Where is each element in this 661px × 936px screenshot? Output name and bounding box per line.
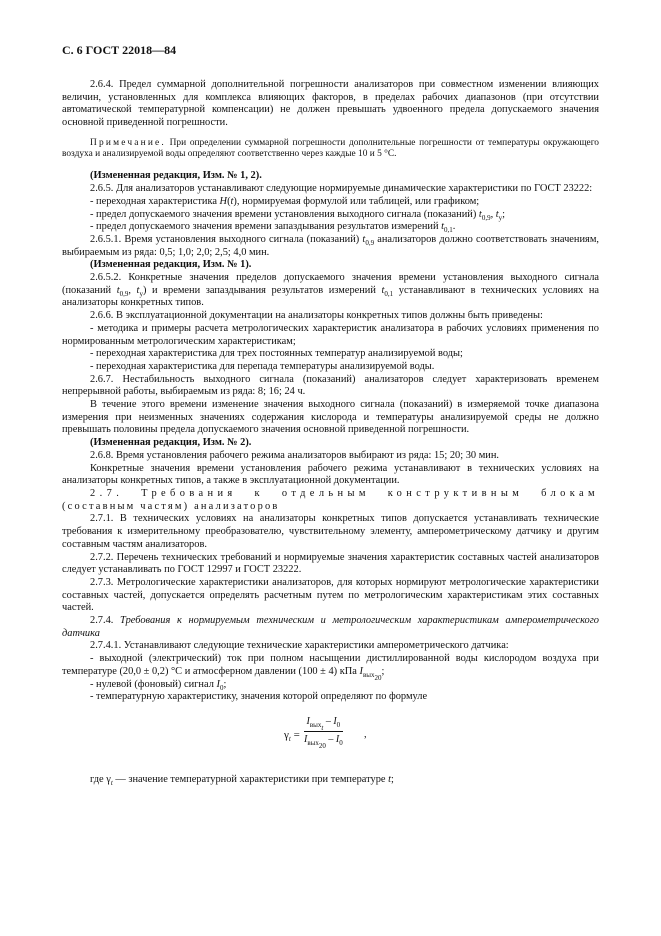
list-item: - температурную характеристику, значения которой определяют по формуле — [90, 691, 428, 703]
edition-note: (Измененная редакция, Изм. № 1, 2). — [90, 170, 262, 182]
formula-lhs: $\gamma_t$ = — [284, 728, 300, 743]
paragraph-2-7-3: 2.7.3. Метрологические характеристики анализаторов, для которых нормируют метрологические характеристики составных частей, допускается определять расчетным путем по метрологическим характеристикам этих составных частей. — [62, 576, 599, 614]
formula-numerator: $I_{вых_t} - I_0$ — [304, 716, 343, 732]
paragraph-2-6-4: 2.6.4. Предел суммарной дополнительной погрешности анализаторов при совместном изменении влияющих величин, установленных для комплекса влияющих факторов, в пределах рабочих диапазонов (при отсутствии автоматической температурной компенсации) не должен превышать удвоенного предела допускаемого значения основной приведенной погрешности. — [62, 79, 599, 129]
paragraph-2-6-8: 2.6.8. Время установления рабочего режима анализаторов выбирают из ряда: 15; 20; 30 мин. — [90, 449, 500, 461]
note-label: Примечание. — [90, 137, 166, 148]
formula-denominator: $I_{вых_{20}} - I_0$ — [304, 733, 343, 750]
paragraph-2-7-2: 2.7.2. Перечень технических требований и нормируемые значения характеристик составных частей анализаторов следует устанавливать по ГОСТ 12997 и ГОСТ 23222. — [62, 551, 599, 576]
list-item: - переходная характеристика для перепада температуры анализируемой воды. — [90, 360, 435, 372]
paragraph-2-6-8-cont: Конкретные значения времени установления рабочего режима устанавливают в технических условиях на анализаторы конкретных типов, а также в эксплуатационной документации. — [62, 462, 599, 487]
edition-note: (Измененная редакция, Изм. № 2). — [90, 437, 252, 449]
paragraph-2-6-5-1: 2.6.5.1. Время установления выходного сигнала (показаний) $t_{0,9}$ анализаторов должно соответствовать значениям, выбираемым из ряда: 0,5; 1,0; 2,0; 2,5; 4,0 мин. — [62, 233, 599, 258]
edition-note: (Измененная редакция, Изм. № 1). — [90, 259, 252, 271]
list-item: - выходной (электрический) ток при полном насыщении дистиллированной воды кислородом воздуха при температуре (20,0 ± 0,2) °С и атмосферном давлении (100 ± 4) кПа $I_{вых_{20}}$; — [62, 653, 599, 682]
note — [62, 138, 599, 161]
section-heading-2-7: 2.7. Требования к отдельным конструктивным блокам — [90, 487, 599, 499]
paragraph-2-7-4-1: 2.7.4.1. Устанавливают следующие технические характеристики амперометрического датчика: — [90, 640, 509, 652]
paragraph-2-7-1: 2.7.1. В технических условиях на анализаторы конкретных типов допускается устанавливать технические требования к измерительному преобразователю, чувствительному элементу, амперометрическому датчику и другим составным частям анализаторов. — [62, 513, 599, 550]
section-heading-2-7-cont: (составным частям) анализаторов — [62, 500, 280, 512]
page-content — [62, 79, 599, 787]
list-item: - методика и примеры расчета метрологических характеристик анализатора в рабочих условиях применения по нормированным метрологическим характеристикам; — [62, 322, 599, 347]
paragraph-2-6-5: 2.6.5. Для анализаторов устанавливают следующие нормируемые динамические характеристики по ГОСТ 23222: — [90, 183, 593, 195]
paragraph-2-6-5-2: 2.6.5.2. Конкретные значения пределов допускаемого значения времени установления выходного сигнала (показаний $t_{0,9}$, $t_у$) и времени запаздывания результатов измерений $t_{0,1}$ устанавливают в технических условиях на анализаторы конкретных типов. — [62, 272, 599, 309]
list-item: - предел допускаемого значения времени запаздывания результатов измерений $t_{0,1}$. — [90, 221, 456, 235]
list-item: - переходная характеристика для трех постоянных температур анализируемой воды; — [90, 348, 463, 360]
page-header: С. 6 ГОСТ 22018—84 — [62, 43, 177, 57]
list-item: - предел допускаемого значения времени установления выходного сигнала (показаний) $t_{0,9}$, $t_у$; — [90, 208, 506, 222]
list-item: - переходная характеристика H(t), нормируемая формулой или таблицей, или графиком; — [90, 195, 480, 207]
formula-explanation: где $\gamma_t$ — значение температурной характеристики при температуре t; — [90, 773, 394, 787]
paragraph-2-6-7: 2.6.7. Нестабильность выходного сигнала (показаний) анализаторов следует характеризовать временем непрерывной работы, выбираемым из ряда: 8; 16; 24 ч. — [62, 373, 599, 398]
paragraph-2-6-7-cont: В течение этого времени изменение значения выходного сигнала (показаний) в измеряемой точке диапазона измерения при неизменных значениях содержания кислорода и температуры анализируемой среды не должно превышать половины предела допускаемого значения основной приведенной погрешности. — [62, 399, 599, 436]
list-item: - нулевой (фоновый) сигнал $I_0$; — [90, 678, 227, 692]
note-text: При определении суммарной погрешности дополнительные погрешности от температуры окружающего воздуха и анализируемой воды определяют соответственно через каждые 10 и 5 °С. — [62, 137, 599, 160]
paragraph-2-6-6: 2.6.6. В эксплуатационной документации на анализаторы конкретных типов должны быть приведены: — [90, 310, 543, 322]
formula-fraction — [304, 715, 343, 750]
paragraph-2-7-4: 2.7.4. Требования к нормируемым техническим и метрологическим характеристикам амперометрического датчика — [62, 615, 600, 639]
formula-comma: , — [364, 728, 367, 740]
formula — [62, 710, 599, 764]
